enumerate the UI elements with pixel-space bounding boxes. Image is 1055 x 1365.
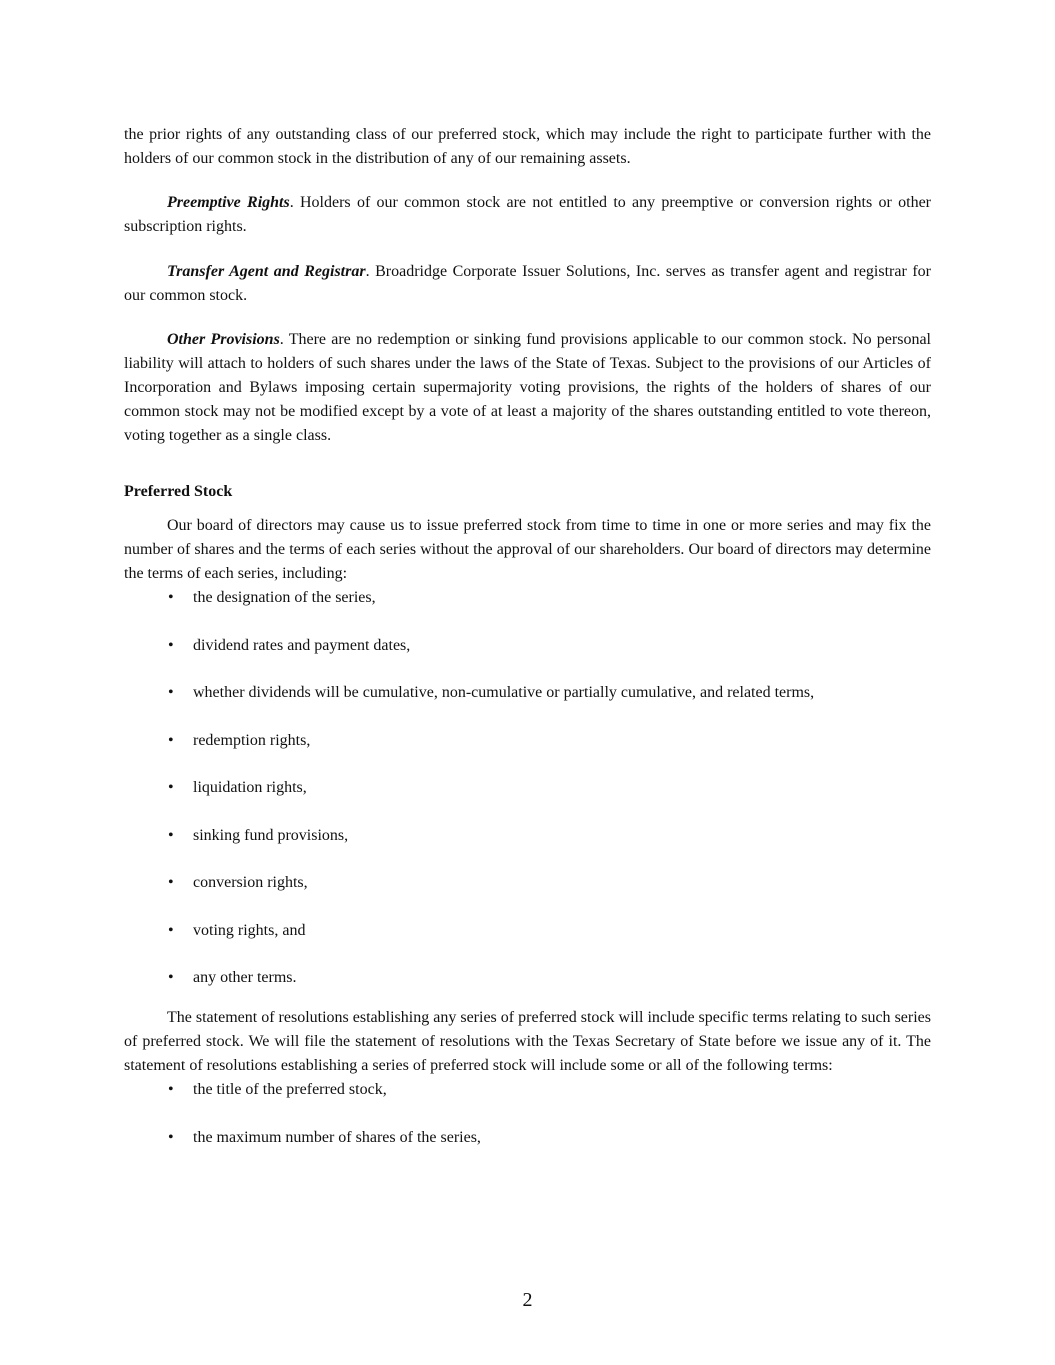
other-provisions-lead: Other Provisions [167, 331, 280, 348]
terms-bullet-list [124, 586, 931, 990]
list-item [124, 824, 931, 848]
list-item [124, 634, 931, 658]
bullet-mark: • [168, 589, 174, 606]
list-item [124, 729, 931, 753]
list-item-text: the maximum number of shares of the series, [193, 1128, 481, 1146]
bullet-mark: • [168, 684, 174, 701]
page-number: 2 [522, 1289, 533, 1311]
list-item [124, 871, 931, 895]
list-item [124, 1078, 931, 1102]
statement-of-resolutions-paragraph: The statement of resolutions establishing any series of preferred stock will include specific terms relating to such series of preferred stock. We will file the statement of resolutions with the Texas Secretary of State before we issue any of it. The statement of resolutions establishing a series of preferred stock will include some or all of the following terms: [124, 1009, 931, 1074]
list-item [124, 776, 931, 800]
list-item-text: the title of the preferred stock, [193, 1081, 387, 1098]
list-item-text: sinking fund provisions, [193, 826, 349, 844]
list-item [124, 586, 931, 610]
list-item-text: whether dividends will be cumulative, non-cumulative or partially cumulative, and related terms, [193, 684, 815, 701]
list-item [124, 966, 931, 990]
bullet-mark: • [168, 1081, 174, 1098]
other-provisions-text: . There are no redemption or sinking fund provisions applicable to our common stock. No personal liability will attach to holders of such shares under the laws of the State of Texas. Subject to the provisions of our Articles of Incorporation and Bylaws imposing certain supermajority voting provisions, the rights of the holders of shares of our common stock may not be modified except by a vote of at least a majority of the shares outstanding entitled to vote thereon, voting together as a single class. [124, 331, 931, 444]
preemptive-rights-paragraph [124, 191, 931, 239]
preferred-stock-heading: Preferred Stock [124, 483, 233, 500]
following-terms-bullet-list [124, 1078, 931, 1150]
transfer-agent-text: . Broadridge Corporate Issuer Solutions, Inc. serves as transfer agent and registrar for our common stock. [124, 263, 932, 304]
bullet-mark: • [168, 874, 174, 891]
preemptive-rights-text: . Holders of our common stock are not entitled to any preemptive or conversion rights or other subscription rights. [124, 194, 931, 235]
list-item [124, 681, 931, 705]
continuation-paragraph: the prior rights of any outstanding class of our preferred stock, which may include the right to participate further with the holders of our common stock in the distribution of any of our remaining assets. [124, 126, 931, 167]
other-provisions-paragraph [124, 328, 931, 448]
list-item-text: the designation of the series, [193, 589, 376, 606]
list-item [124, 919, 931, 943]
preferred-intro-paragraph: Our board of directors may cause us to issue preferred stock from time to time in one or more series and may fix the number of shares and the terms of each series without the approval of our shareholders. Our board of directors may determine the terms of each series, including: [124, 517, 931, 582]
bullet-mark: • [168, 826, 174, 844]
list-item-text: liquidation rights, [193, 779, 307, 796]
bullet-mark: • [168, 779, 174, 796]
list-item [124, 1126, 931, 1150]
transfer-agent-lead: Transfer Agent and Registrar [167, 263, 366, 280]
list-item-text: dividend rates and payment dates, [193, 636, 411, 654]
bullet-mark: • [168, 636, 174, 654]
list-item-text: any other terms. [193, 969, 297, 986]
bullet-mark: • [168, 731, 174, 749]
bullet-mark: • [168, 921, 174, 939]
list-item-text: voting rights, and [193, 921, 306, 939]
transfer-agent-paragraph [124, 260, 931, 308]
bullet-mark: • [168, 1128, 174, 1146]
list-item-text: conversion rights, [193, 874, 308, 891]
document-page [124, 123, 931, 1150]
bullet-mark: • [168, 969, 174, 986]
preemptive-rights-lead: Preemptive Rights [167, 194, 290, 211]
list-item-text: redemption rights, [193, 731, 311, 749]
